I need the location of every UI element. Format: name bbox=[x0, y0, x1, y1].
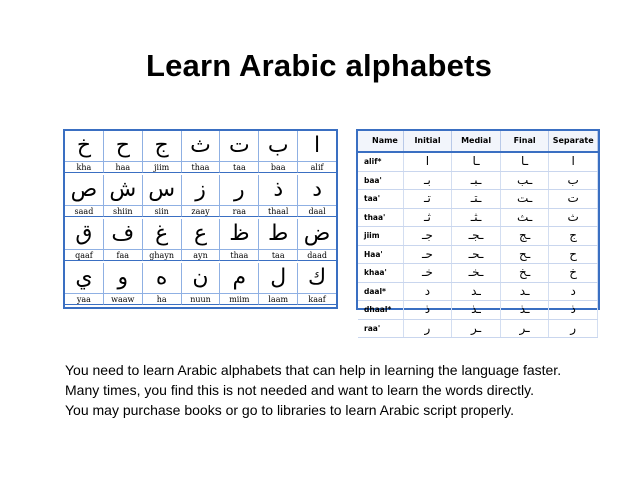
letter-form-cell: ـتـ bbox=[452, 190, 501, 208]
letter-form-cell: ثـ bbox=[404, 209, 453, 227]
letter-form-cell: ـخ bbox=[501, 264, 550, 282]
arabic-letter: م bbox=[220, 263, 259, 293]
letter-form-cell: ت bbox=[549, 190, 598, 208]
letter-name-cell: alif* bbox=[358, 153, 404, 171]
letter-form-cell: ح bbox=[549, 246, 598, 264]
arabic-letter: د bbox=[312, 177, 322, 202]
table-row bbox=[358, 227, 598, 246]
letter-name: laam bbox=[259, 293, 298, 305]
letter-forms-table-image bbox=[356, 129, 600, 335]
table-row bbox=[358, 283, 598, 302]
letter-form-cell: خ bbox=[549, 264, 598, 282]
column-header: Initial bbox=[404, 131, 453, 151]
arabic-letter: ت bbox=[220, 131, 259, 161]
arabic-letter: و bbox=[104, 263, 143, 293]
arabic-letter: ش bbox=[104, 175, 143, 205]
letter-name: thaa bbox=[182, 161, 221, 173]
letter-name-cell: taa' bbox=[358, 190, 404, 208]
letter-form-cell: ج bbox=[549, 227, 598, 245]
letter-name: daad bbox=[298, 249, 336, 261]
letter-form-cell: ب bbox=[549, 172, 598, 190]
letter-form-cell: ا bbox=[404, 153, 453, 171]
arabic-letter: ذ bbox=[259, 175, 298, 205]
table-row bbox=[358, 172, 598, 191]
table-row bbox=[358, 301, 598, 320]
letter-name: taa bbox=[259, 249, 298, 261]
letter-name-cell: jiim bbox=[358, 227, 404, 245]
letter-form-cell: بـ bbox=[404, 172, 453, 190]
letter-form-cell: ـث bbox=[501, 209, 550, 227]
letter-form-cell: ر bbox=[404, 320, 453, 338]
letter-form-cell: ـذ bbox=[501, 301, 550, 319]
table-row bbox=[358, 190, 598, 209]
letter-name: ha bbox=[143, 293, 182, 305]
arabic-letter: ث bbox=[182, 131, 221, 161]
arabic-letter: ك bbox=[308, 265, 327, 290]
letter-name: ayn bbox=[182, 249, 221, 261]
column-header: Separate bbox=[549, 131, 598, 151]
letter-name: jiim bbox=[143, 161, 182, 173]
letter-form-cell: ـج bbox=[501, 227, 550, 245]
letter-form-cell: ر bbox=[549, 320, 598, 338]
letter-name-cell: dhaal* bbox=[358, 301, 404, 319]
table-row bbox=[358, 153, 598, 172]
letter-form-cell: ـجـ bbox=[452, 227, 501, 245]
letter-name: qaaf bbox=[65, 249, 104, 261]
letter-form-cell: ـا bbox=[501, 153, 550, 171]
name-row bbox=[65, 205, 336, 217]
arabic-letter: ف bbox=[104, 219, 143, 249]
arabic-letter: ز bbox=[182, 175, 221, 205]
letter-name: kaaf bbox=[298, 293, 336, 305]
letter-form-cell: ـا bbox=[452, 153, 501, 171]
letter-form-cell: ث bbox=[549, 209, 598, 227]
letter-form-cell: تـ bbox=[404, 190, 453, 208]
arabic-letter: خ bbox=[65, 131, 104, 161]
arabic-letter: ل bbox=[259, 263, 298, 293]
letter-form-cell: د bbox=[549, 283, 598, 301]
name-row bbox=[65, 161, 336, 173]
letter-name-cell: raa' bbox=[358, 320, 404, 338]
letter-form-cell: ـحـ bbox=[452, 246, 501, 264]
letter-name: thaal bbox=[259, 205, 298, 217]
letter-name: zaay bbox=[182, 205, 221, 217]
arabic-letter: ي bbox=[65, 263, 104, 293]
table-row bbox=[358, 246, 598, 265]
letter-name: taa bbox=[220, 161, 259, 173]
letter-form-cell: ـر bbox=[452, 320, 501, 338]
letter-name: baa bbox=[259, 161, 298, 173]
letter-form-cell: ـثـ bbox=[452, 209, 501, 227]
letter-form-cell: ـر bbox=[501, 320, 550, 338]
letter-name: kha bbox=[65, 161, 104, 173]
table-row bbox=[358, 320, 598, 339]
letter-name: miim bbox=[220, 293, 259, 305]
letter-name-cell: khaa' bbox=[358, 264, 404, 282]
arabic-letter: ه bbox=[143, 263, 182, 293]
glyph-row bbox=[65, 131, 336, 161]
letter-name: siin bbox=[143, 205, 182, 217]
letter-name: ghayn bbox=[143, 249, 182, 261]
letter-form-cell: حـ bbox=[404, 246, 453, 264]
glyph-row bbox=[65, 263, 336, 293]
letter-form-cell: ـح bbox=[501, 246, 550, 264]
letter-name: yaa bbox=[65, 293, 104, 305]
arabic-letter: غ bbox=[143, 219, 182, 249]
arabic-letter: ق bbox=[65, 219, 104, 249]
glyph-row bbox=[65, 175, 336, 205]
arabic-letter: ظ bbox=[220, 219, 259, 249]
name-row bbox=[65, 293, 336, 305]
letter-form-cell: ـت bbox=[501, 190, 550, 208]
arabic-letter: ص bbox=[65, 175, 104, 205]
letter-form-cell: ذ bbox=[404, 301, 453, 319]
body-line: You may purchase books or go to libraries to learn Arabic script properly. bbox=[65, 402, 515, 418]
letter-name: alif bbox=[298, 161, 336, 173]
letter-form-cell: خـ bbox=[404, 264, 453, 282]
letter-name: raa bbox=[220, 205, 259, 217]
letter-name: daal bbox=[298, 205, 336, 217]
letter-name-cell: thaa' bbox=[358, 209, 404, 227]
body-line: You need to learn Arabic alphabets that can help in learning the language faster. bbox=[65, 362, 562, 378]
letter-form-cell: ا bbox=[549, 153, 598, 171]
letter-name: thaa bbox=[220, 249, 259, 261]
letter-name: nuun bbox=[182, 293, 221, 305]
letter-name-cell: daal* bbox=[358, 283, 404, 301]
letter-form-cell: ذ bbox=[549, 301, 598, 319]
letter-name: shiin bbox=[104, 205, 143, 217]
letter-name: haa bbox=[104, 161, 143, 173]
letter-name-cell: Haa' bbox=[358, 246, 404, 264]
arabic-letter: ط bbox=[259, 219, 298, 249]
arabic-letter: ا bbox=[314, 133, 321, 158]
arabic-letter: ض bbox=[303, 221, 331, 246]
column-header: Medial bbox=[452, 131, 501, 151]
arabic-letter: ب bbox=[259, 131, 298, 161]
arabic-letter: ج bbox=[143, 131, 182, 161]
letter-form-cell: ـذ bbox=[452, 301, 501, 319]
letter-form-cell: ـب bbox=[501, 172, 550, 190]
table-header bbox=[358, 131, 598, 153]
glyph-row bbox=[65, 219, 336, 249]
table-row bbox=[358, 264, 598, 283]
arabic-letter: ن bbox=[182, 263, 221, 293]
letter-form-cell: ـبـ bbox=[452, 172, 501, 190]
letter-name-cell: baa' bbox=[358, 172, 404, 190]
arabic-letter: ع bbox=[182, 219, 221, 249]
letter-name: faa bbox=[104, 249, 143, 261]
arabic-letter: س bbox=[143, 175, 182, 205]
letter-form-cell: د bbox=[404, 283, 453, 301]
body-line: Many times, you find this is not needed and want to learn the words directly. bbox=[65, 382, 534, 398]
letter-form-cell: ـد bbox=[501, 283, 550, 301]
body-text bbox=[65, 360, 625, 420]
letter-name: saad bbox=[65, 205, 104, 217]
arabic-letter: ح bbox=[104, 131, 143, 161]
alphabet-grid-image bbox=[63, 129, 338, 309]
column-header: Final bbox=[501, 131, 550, 151]
letter-form-cell: جـ bbox=[404, 227, 453, 245]
slide-title: Learn Arabic alphabets bbox=[145, 48, 493, 83]
arabic-letter: ر bbox=[220, 175, 259, 205]
name-row bbox=[65, 249, 336, 261]
table-row bbox=[358, 209, 598, 228]
column-header: Name bbox=[358, 131, 404, 151]
letter-name: waaw bbox=[104, 293, 143, 305]
letter-form-cell: ـد bbox=[452, 283, 501, 301]
letter-form-cell: ـخـ bbox=[452, 264, 501, 282]
